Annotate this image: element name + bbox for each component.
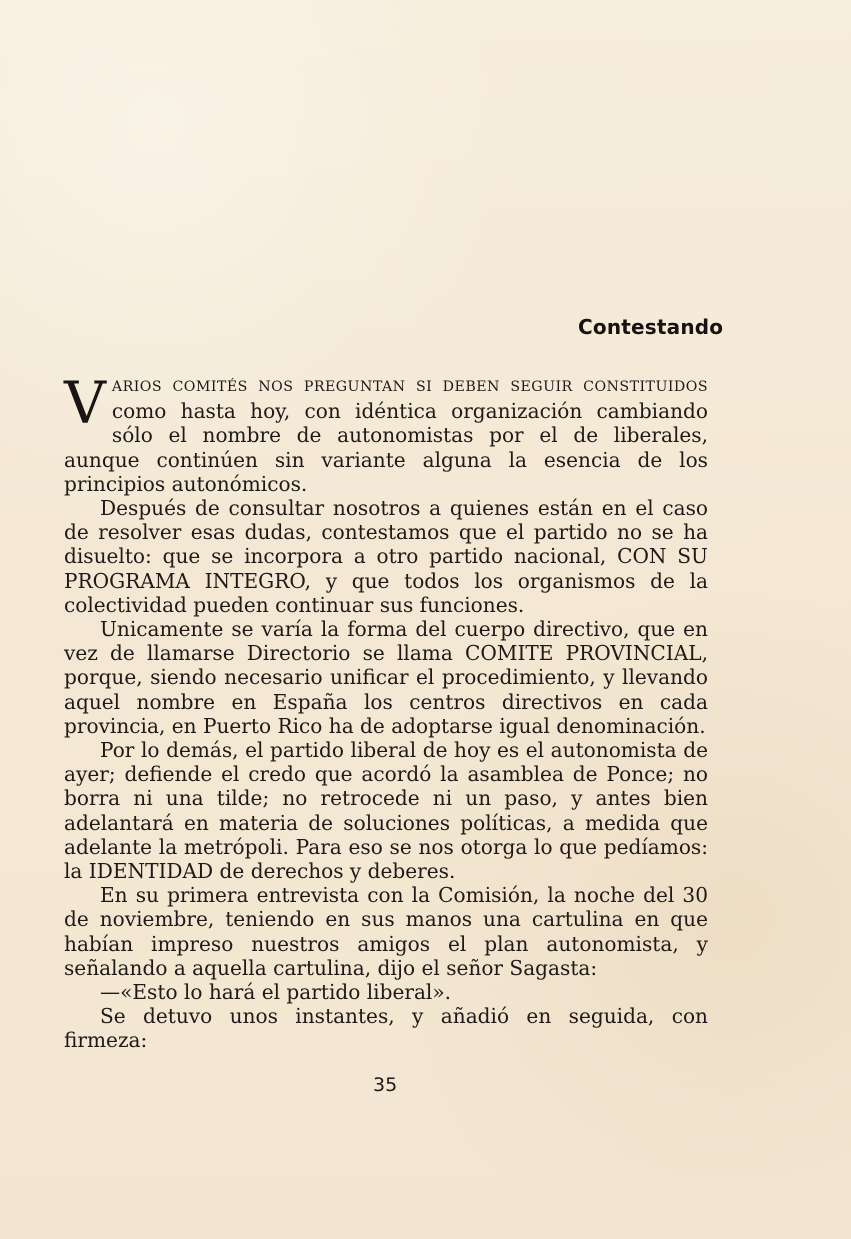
paragraph-4: Por lo demás, el partido liberal de hoy es el autonomista de ayer; defiende el credo que acordó la asamblea de Ponce; no borra ni una tilde; no retrocede ni un paso, y antes bien adelantará en materia de soluciones políticas, a medida que adelante la metrópoli. Para eso se nos otorga lo que pedíamos: la IDENTIDAD de derechos y deberes.: [64, 738, 708, 884]
drop-cap-letter: V: [64, 369, 106, 437]
section-title: Contestando: [578, 315, 724, 339]
paragraph-7: Se detuvo unos instantes, y añadió en seguida, con firmeza:: [64, 1004, 708, 1053]
paragraph-1: [64, 369, 708, 496]
paragraph-6: —«Esto lo hará el partido liberal».: [100, 980, 452, 1005]
paragraph-2: Después de consultar nosotros a quienes están en el caso de resolver esas dudas, contestamos que el partido no se ha disuelto: que se incorpora a otro partido nacional, CON SU PROGRAMA INTEGRO, y que todos los organismos de la colectividad pueden continuar sus funciones.: [64, 496, 708, 617]
page-number: 35: [373, 1074, 398, 1096]
paragraph-1-text: como hasta hoy, con idéntica organización cambiando sólo el nombre de autonomistas por el de liberales, aunque continúen sin variante alguna la esencia de los principios autonómicos.: [64, 399, 708, 496]
article-body: [64, 369, 708, 1053]
opening-smallcaps-text: ARIOS COMITÉS NOS PREGUNTAN SI DEBEN SEGUIR CONSTITUIDOS: [111, 379, 708, 395]
paragraph-3: Unicamente se varía la forma del cuerpo directivo, que en vez de llamarse Directorio se llama COMITE PROVINCIAL, porque, siendo necesario unificar el procedimiento, y llevando aquel nombre en España los centros directivos en cada provincia, en Puerto Rico ha de adoptarse igual denominación.: [64, 617, 708, 738]
paragraph-5: En su primera entrevista con la Comisión, la noche del 30 de noviembre, teniendo en sus manos una cartulina en que habían impreso nuestros amigos el plan autonomista, y señalando a aquella cartulina, dijo el señor Sagasta:: [64, 883, 708, 980]
